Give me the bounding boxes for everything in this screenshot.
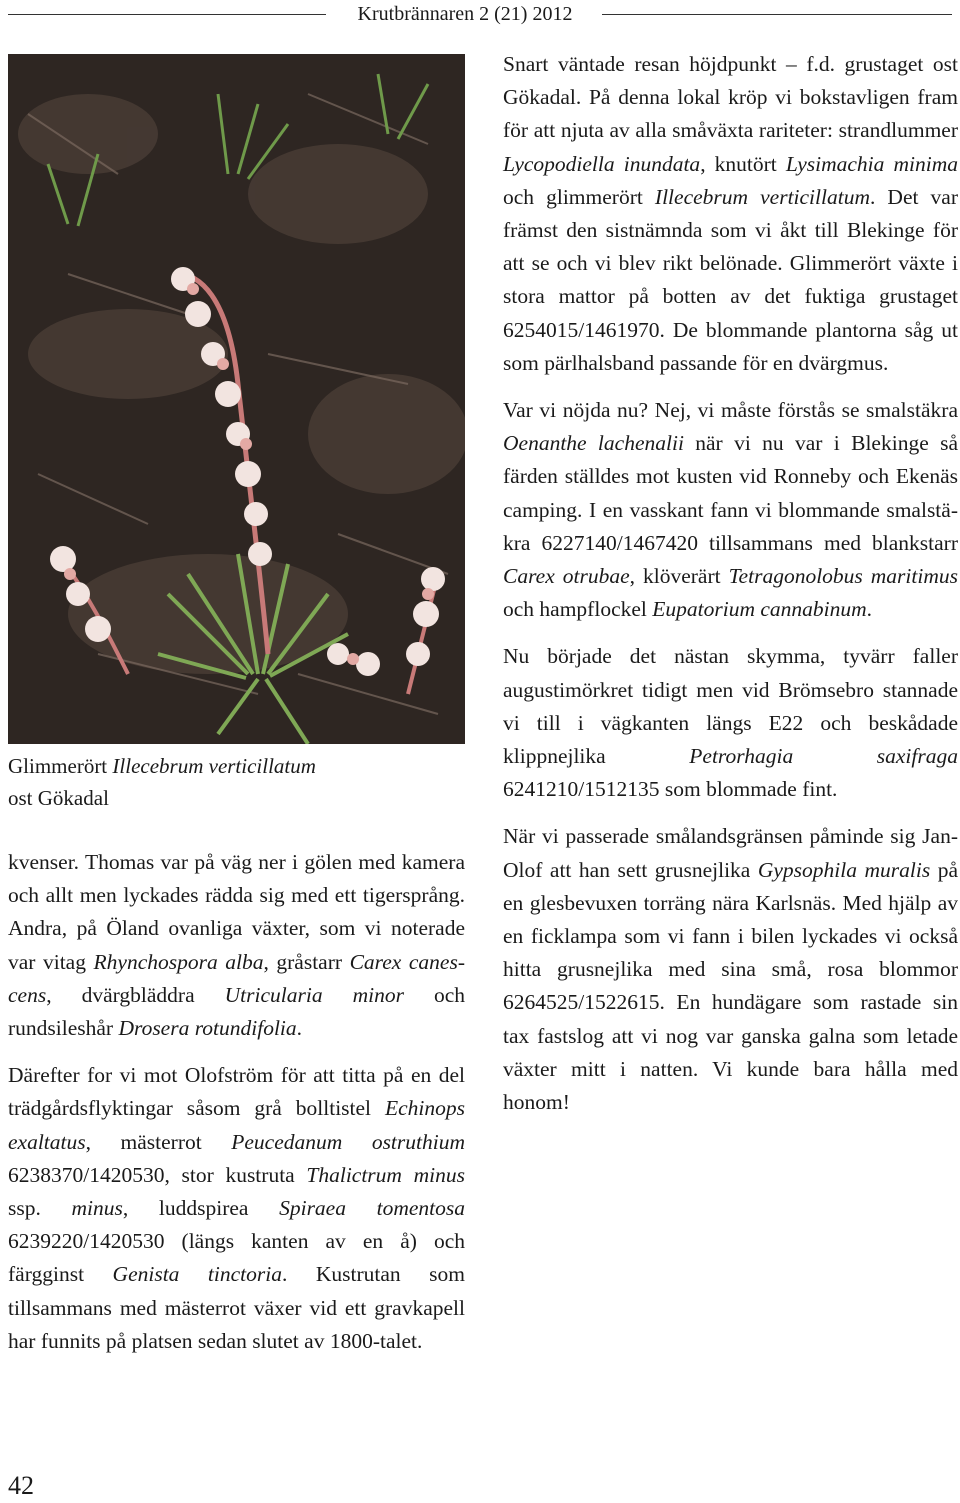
latin-name: Tetragonolobus maritimus [728, 564, 958, 589]
latin-name: Peucedanum ostruthium [231, 1129, 465, 1154]
right-column [503, 48, 958, 1133]
header-rule-left [8, 14, 326, 15]
text-run: 6241210/1512135 som blommade fint. [503, 777, 838, 802]
latin-name: Petrorhagia saxifraga [689, 744, 958, 769]
latin-name: Lycopodiella inundata [503, 151, 701, 176]
latin-name: Gypsophila muralis [757, 857, 931, 882]
text-run: när vi nu var i Blekinge så färden ställdes mot kusten vid Ronneby och Ekenäs camping. I en vasskant fann vi blommande smalstäkra 6227140/1467420 tillsammans med blankstarr [503, 431, 958, 555]
text-run: Nu började det nästan skymma, tyvärr faller augustimörkret tidigt men vid Brömsebro stannade vi till i vägkanten längs E22 och beskådade klippnejlika [503, 644, 958, 769]
text-run: Snart väntade resan höjdpunkt – f.d. grustaget ost Gökadal. På denna lokal kröp vi bokstavligen fram för att njuta av alla småväxta rariteter: strandlummer [503, 52, 958, 143]
paragraph [8, 846, 465, 1045]
text-run: ssp. [8, 1196, 72, 1221]
header-rule-right [602, 14, 952, 15]
latin-name: Carex canescens [8, 949, 465, 1007]
latin-name: Eupatorium cannabinum [652, 597, 867, 622]
text-run: på en glesbevuxen torräng nära Karlsnäs. Med hjälp av en ficklampa som vi fann i bilen lyckades vi också hitta grusnejlika med sina små, rosa blommor 6264525/1522615. En hundägare som rastade sin tax fastslog att vi nog var ganska galna som letade växter mitt i natten. Vi kunde bara hålla med honom! [503, 857, 958, 1115]
page-number: 42 [8, 1471, 34, 1500]
text-run: . Kustrutan som tillsammans med mästerrot växer vid ett gravkapell har funnits på platsen sedan slutet av 1800-talet. [8, 1262, 465, 1353]
latin-name: Lysimachia minima [785, 151, 959, 176]
plant-photo [8, 54, 465, 744]
paragraph [8, 1059, 465, 1358]
latin-name: Utricularia minor [224, 982, 404, 1007]
caption-common-name: Glimmerört [8, 754, 108, 778]
text-run: . [866, 597, 873, 622]
text-run: När vi passerade smålandsgränsen påminde sig Jan-Olof att han sett grusnejlika [503, 824, 958, 882]
latin-name: Spiraea tomentosa [279, 1196, 465, 1221]
paragraph [503, 394, 958, 626]
text-run: , knutört [700, 151, 786, 176]
text-run: , mästerrot [85, 1129, 232, 1154]
journal-title: Krutbrännaren 2 (21) 2012 [357, 3, 573, 25]
text-run: 6239220/1420530 (längs kanten av en å) och färgginst [8, 1229, 465, 1287]
text-run: kvenser. Thomas var på väg ner i gölen med kamera och allt men lyckades rädda sig med ett tigersprång. Andra, på Öland ovanliga växter, som vi noterade var vitag [8, 850, 465, 974]
latin-name: Thalictrum minus [306, 1162, 465, 1187]
photo-caption [8, 750, 465, 814]
text-run: och hampflockel [503, 597, 653, 622]
latin-name: Rhynchospora alba [93, 949, 264, 974]
latin-name: Illecebrum verticillatum [654, 184, 870, 209]
text-run: 6238370/1420530, stor kustruta [8, 1162, 307, 1187]
flowering-plant-photo-icon [8, 54, 465, 744]
caption-place: ost Gökadal [8, 786, 109, 810]
text-run: Därefter for vi mot Olofström för att titta på en del trädgårdsflyktingar såsom grå bolltistel [8, 1063, 465, 1121]
text-run: . [296, 1016, 303, 1041]
text-run: , luddspirea [122, 1196, 280, 1221]
left-column [8, 846, 465, 1372]
text-run: och glimmerört [503, 184, 655, 209]
text-run: , klöverärt [629, 564, 729, 589]
latin-name: Genista tinctoria [112, 1262, 282, 1287]
latin-name: Oenanthe lachenalii [503, 431, 684, 456]
paragraph [503, 820, 958, 1119]
latin-name: Carex otrubae [503, 564, 630, 589]
paragraph [503, 48, 958, 380]
text-run: . Det var främst den sistnämnda som vi åkt till Blekinge för att se och vi blev rikt belönade. Glimmerört växte i stora mattor på botten av det fuktiga grustaget 6254015/1461970. De blommande plantorna såg ut som pärlhalsband passande för en dvärgmus. [503, 184, 958, 375]
latin-name: Echinops exaltatus [8, 1096, 465, 1154]
caption-latin-name: Illecebrum verticillatum [112, 754, 316, 778]
latin-name: minus [71, 1196, 123, 1221]
text-run: och rundsileshår [8, 982, 465, 1041]
paragraph [503, 640, 958, 806]
text-run: , dvärgbläddra [46, 982, 225, 1007]
text-run: Var vi nöjda nu? Nej, vi måste förstås se smalstäkra [503, 398, 958, 423]
text-run: , gråstarr [263, 949, 350, 974]
latin-name: Drosera rotundifolia [118, 1016, 297, 1041]
